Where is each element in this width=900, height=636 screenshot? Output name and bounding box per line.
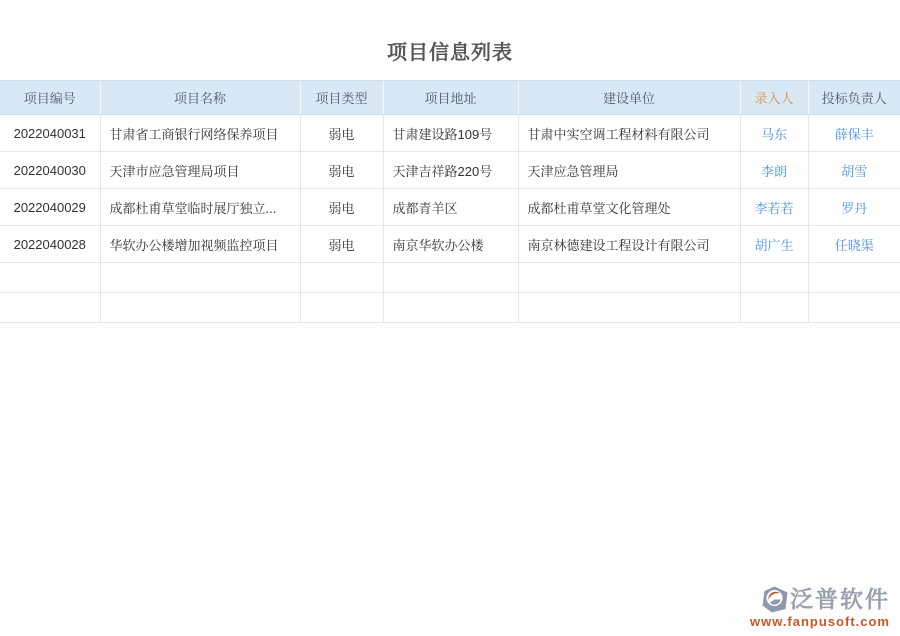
cell-construction-unit: 天津应急管理局	[518, 152, 740, 189]
header-cell-recorder: 录入人	[740, 81, 808, 115]
cell-bid-manager	[808, 189, 900, 226]
fanpu-logo-icon	[762, 586, 788, 613]
bid-manager-link[interactable]: 任晓渠	[834, 237, 874, 253]
cell-recorder	[740, 226, 808, 263]
cell-construction-unit: 南京林德建设工程设计有限公司	[518, 226, 740, 263]
table-row	[0, 115, 900, 152]
cell-recorder	[740, 189, 808, 226]
bid-manager-link[interactable]: 胡雪	[841, 163, 868, 179]
cell-project-address: 甘肃建设路109号	[383, 115, 518, 152]
brand-footer	[750, 586, 890, 628]
cell-construction-unit: 甘肃中实空调工程材料有限公司	[518, 115, 740, 152]
cell-construction-unit: 成都杜甫草堂文化管理处	[518, 189, 740, 226]
cell-project-address: 天津吉祥路220号	[383, 152, 518, 189]
cell-project-type: 弱电	[300, 152, 383, 189]
header-cell-project-code: 项目编号	[0, 81, 100, 115]
recorder-link[interactable]: 李若若	[754, 200, 794, 216]
cell-project-type: 弱电	[300, 189, 383, 226]
cell-bid-manager	[808, 115, 900, 152]
bid-manager-link[interactable]: 罗丹	[841, 200, 868, 216]
cell-project-code: 2022040028	[0, 226, 100, 263]
table-row	[0, 189, 900, 226]
header-cell-bid-manager: 投标负责人	[808, 81, 900, 115]
recorder-link[interactable]: 李朗	[760, 163, 787, 179]
header-cell-construction-unit: 建设单位	[518, 81, 740, 115]
recorder-link[interactable]: 马东	[760, 126, 787, 142]
page-title: 项目信息列表	[387, 42, 513, 64]
table-header-row	[0, 81, 900, 115]
cell-project-type: 弱电	[300, 115, 383, 152]
cell-bid-manager	[808, 226, 900, 263]
cell-project-code: 2022040030	[0, 152, 100, 189]
table-row	[0, 226, 900, 263]
bid-manager-link[interactable]: 薛保丰	[834, 126, 874, 142]
cell-project-code: 2022040031	[0, 115, 100, 152]
project-info-table	[0, 80, 900, 323]
header-cell-project-type: 项目类型	[300, 81, 383, 115]
header-cell-project-name: 项目名称	[100, 81, 300, 115]
cell-bid-manager	[808, 152, 900, 189]
cell-project-address: 成都青羊区	[383, 189, 518, 226]
cell-recorder	[740, 152, 808, 189]
brand-url-link[interactable]: www.fanpusoft.com	[749, 614, 890, 629]
brand-name: 泛普软件	[790, 586, 890, 612]
empty-table-row	[0, 263, 900, 293]
empty-table-row	[0, 293, 900, 323]
cell-project-name: 天津市应急管理局项目	[100, 152, 300, 189]
table-row	[0, 152, 900, 189]
cell-project-code: 2022040029	[0, 189, 100, 226]
cell-recorder	[740, 115, 808, 152]
header-cell-project-address: 项目地址	[383, 81, 518, 115]
cell-project-type: 弱电	[300, 226, 383, 263]
cell-project-name: 甘肃省工商银行网络保养项目	[100, 115, 300, 152]
cell-project-address: 南京华软办公楼	[383, 226, 518, 263]
cell-project-name: 成都杜甫草堂临时展厅独立...	[100, 189, 300, 226]
cell-project-name: 华软办公楼增加视频监控项目	[100, 226, 300, 263]
recorder-link[interactable]: 胡广生	[754, 237, 794, 253]
